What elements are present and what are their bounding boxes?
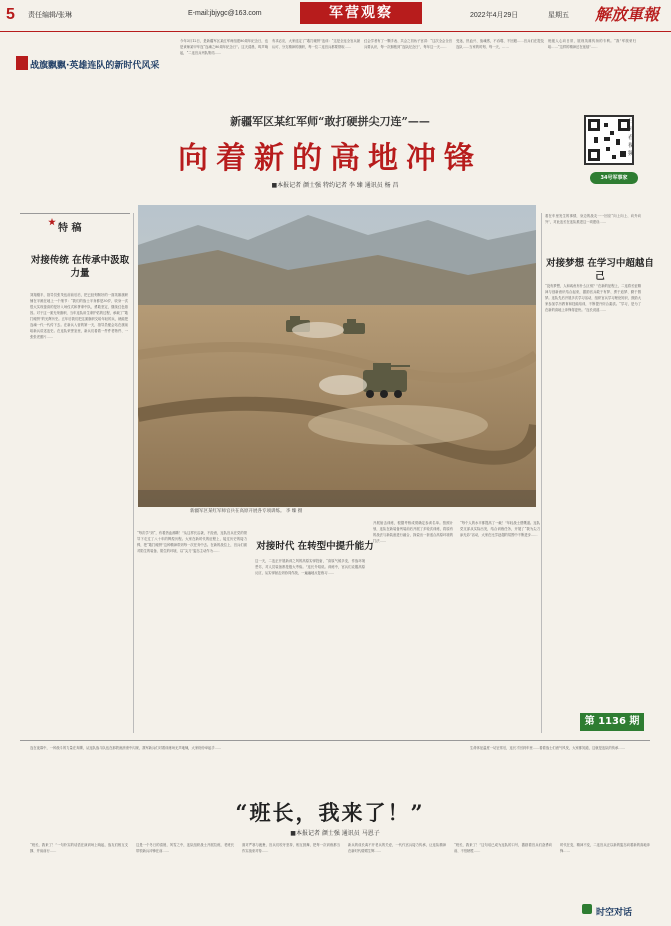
email: E-mail:jbjygc@163.com	[188, 10, 262, 17]
subhead-3: 对接梦想 在学习中超越自己	[546, 258, 654, 282]
lower-intro-left: 连在夜幕中，一种战斗的力量在奔腾，从连队战斗队伍在那铁流滚滚中闪现，我军新兵们对着训练场无声地喊，大家纷纷举起手……	[30, 746, 222, 750]
body-col-2: “每次学”到“，有着热血沸腾！”从这样长沿袭，不经意，连队官兵在党的领导下走过了八十年的辉煌历程。大家在新时代的征程上，接过历史的接力棒，把“敢打硬拼”这种精神带到每一次任务中去。在新的战位上，官兵们面对陌生的装备、陌生的环境，以“尖刀”姿态主动作为……	[137, 531, 247, 553]
body-col-5: “每个人的水平都提高了一截！”年轻战士感慨道。连队党支部从实际出发，结合训练任务，开展了“我为尖刀添光彩”活动，大家在比学赶超的氛围中不断进步……	[460, 521, 540, 537]
intro-col-3: 红会学者有了一颗手表、共会之初孩子宫讲：“这次全会全官兵要认识，每一次拥抱到“连队纪念日”，每年这一天……	[364, 39, 452, 49]
divider-h1	[20, 740, 650, 741]
lower-intro-right: 生命体征温度一切正常后，连长才回到车里……看着战士们意气风发，大家都知道，这就是连队的传承……	[470, 746, 625, 750]
bottom-col-1: “班长，我来了！”一句朴实的话语在演训场上响起，战友们相互支撑、并肩前行……	[30, 843, 128, 853]
body-col-6b: “没有梦想，人和咸鱼有什么区别？”在新的征程上，二连将长征精神与创新意识结合起来，激励官兵敢于有梦、勇于追梦、勤于圆梦。连队先后开展多次学习活动，组织官兵学习理论知识，鼓励大家参加学历教育和技能培训，不断提升综合素质。“学习，是为了在新的高地上冲锋得更快。”连长说道……	[545, 284, 641, 312]
article-photo	[138, 205, 536, 507]
body-col-6a: 看在车里发生的事情，身边的战友一一回应“向上向上、向外向外”，对此连长在连队推进这一项建设……	[545, 214, 641, 224]
editor-line: 责任编辑/张琳	[28, 12, 72, 19]
qr-label: 扫码看视频	[628, 119, 634, 157]
body-col-3: 这一天，二连正开展新训之风的高原实弹投射，“高原气候多变，作战环境恶劣，对人员装备都是极大考验。”连长介绍说。训练中，官兵们克服高原反应，从实弹射击到协同作战，一遍遍地反复练习……	[255, 559, 365, 575]
intro-col-5: 班级人心向日常，展现英雄传扬的专利。“我”军旅荣归给……“这样的精神还在延续”……	[548, 39, 636, 49]
qr-icon	[586, 117, 632, 163]
intro-col-2: 有求必应，大家选定了“敢打硬拼”连训：“这是全连全官兵最认可、分支精神的旗帜，每一位二连官兵都要领取……	[272, 39, 360, 49]
article-title: 向着新的高地冲锋	[178, 141, 482, 176]
flag-icon	[16, 56, 28, 70]
article-byline: ■本报记者 颜士强 特约记者 李 臻 通讯员 杨 昌	[271, 182, 399, 189]
body-col-1: 刘翔刚半，指导员张茂伍前前后后，把已经刻制好的一面英雄旗帜铺在半跪在地上一个细节：“我们的战士半身都是30岁，收身一次很大实现蛮高的是好入场仪式和拼命中队，勇敢坚定，继续红色基因。对于这一面光荣旗帜，当年连队用生命护佑的过程，承载了“敢打硬拼”的光辉历史。五年后我们把这面旗帜交给年轻的兵，就能把连魂一代一代传下去。在新兵入营的第一天，指导员便会站在旗前给新兵讲述连史。在连队荣誉室里，新兵们看着一件件老物件、一张张老照片……	[30, 293, 128, 339]
time-dialog-icon	[582, 904, 592, 914]
photo-caption: 新疆军区某红军师官兵在高原开展各专项训练。 李 臻 摄	[190, 509, 303, 514]
subhead-2: 对接时代 在转型中提升能力	[256, 541, 374, 552]
intro-col-1: 今年3月12日，是新疆军区某红军师组建80周年纪念日，也是该师某甲车连“连魂之80周年纪念日”。这天清晨，鸣声响起，“二连官兵列队集结……	[180, 39, 268, 55]
special-label-box	[20, 213, 130, 233]
section-banner: 军营观察	[300, 2, 422, 24]
special-label: 特 稿	[58, 223, 82, 234]
issue-badge: 第 1136 期	[580, 713, 644, 731]
intro-col-4: 受迷，热血兴、战魂感，不吞噬、不回避……官兵们在提及连队……当家的时刻、每一天，……	[456, 39, 544, 49]
subhead-1: 对接传统 在传承中汲取力量	[30, 255, 130, 279]
column-title: 战旗飘飘·英雄连队的新时代风采	[30, 61, 160, 71]
page-number: 5	[6, 6, 15, 23]
divider-1	[133, 213, 134, 733]
column-banner	[16, 48, 186, 80]
bottom-col-3: 面对严寒与疲惫，官兵们咬牙坚持，相互鼓舞，把每一次训练都当作实战来对待……	[242, 843, 340, 853]
divider-2	[541, 213, 542, 733]
bottom-col-5: “班长，我来了！”这句话已成为连队的口号，激励着官兵们奋勇向前、不怕牺牲……	[454, 843, 552, 853]
date: 2022年4月29日	[470, 12, 519, 19]
footer-tag: 时空对话	[596, 908, 633, 918]
armored-vehicles-photo	[138, 205, 536, 507]
bottom-col-6: 时代在变，精神不变，二连官兵正以新的姿态向着新的高地冲锋……	[560, 843, 650, 853]
qr-badge: 34号军事家	[590, 172, 638, 184]
qr-code[interactable]	[584, 115, 634, 165]
weekday: 星期五	[548, 12, 569, 19]
bottom-article-title: “班长，我来了！”	[235, 800, 425, 825]
body-col-4: 开展射击训练，根据考核成绩确定参训名单。按照计划，连队在新装备列装前后开展了多轮次训练，将原有的战法与新装备进行融合，探索出一套适合高原环境的打法……	[373, 521, 453, 543]
bottom-col-4: 新兵的成长离不开老兵的关爱，一代代官兵接力传承，让连队精神在新时代熠熠生辉……	[348, 843, 446, 853]
bottom-col-2: 这是一个冬日的清晨，风雪之中，连队组织战士开展拉练，老班长带领新兵冲锋在前……	[136, 843, 234, 853]
newspaper-logo: 解放軍報	[595, 5, 660, 24]
bottom-article-byline: ■本报记者 颜士强 通讯员 马恩子	[290, 830, 380, 837]
article-kicker: 新疆军区某红军师“敢打硬拼尖刀连”——	[230, 115, 430, 128]
page-header	[0, 0, 671, 32]
star-icon	[48, 218, 56, 226]
